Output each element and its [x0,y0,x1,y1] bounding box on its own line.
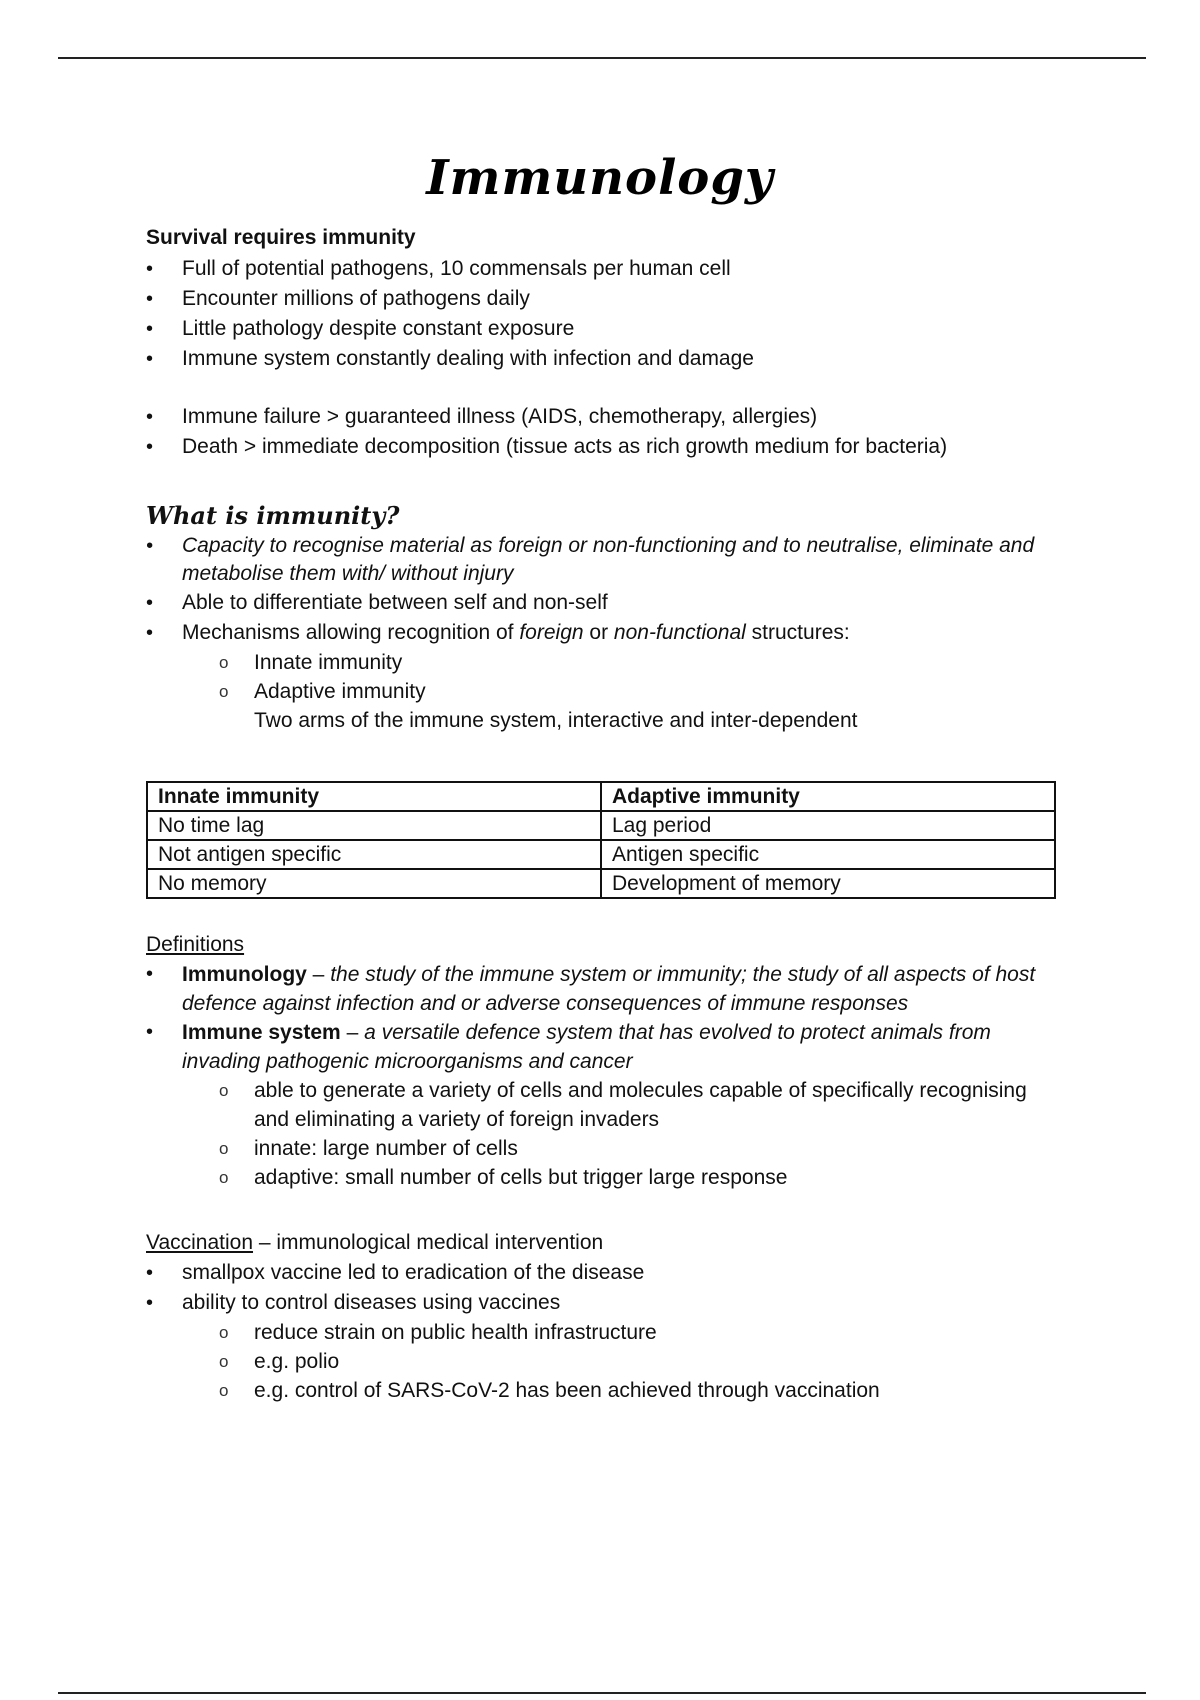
vaccination-heading-rest: – immunological medical intervention [253,1231,604,1254]
table-cell: Development of memory [601,869,1055,898]
vaccination-heading-text: Vaccination [146,1231,254,1254]
list-item [146,1018,1066,1076]
list-item: • Full of potential pathogens, 10 commensals per human cell [146,254,1066,284]
emphasis-non-functional: non-functional [613,621,746,644]
definition-term: Immune system [182,1021,341,1044]
section-survival [146,222,1066,462]
section-definitions [146,930,1066,1192]
table-row [147,869,1055,898]
immunity-sub-list [146,648,1066,706]
list-item [146,960,1066,1018]
text-run: – [306,963,331,986]
list-item: o e.g. polio [146,1347,1066,1376]
table-cell: No memory [147,869,601,898]
list-item: o e.g. control of SARS-CoV-2 has been achieved through vaccination [146,1376,1066,1405]
bottom-rule [58,1692,1146,1694]
definitions-heading-text: Definitions [146,933,245,956]
list-item: • Immune failure > guaranteed illness (AIDS, chemotherapy, allergies) [146,402,1066,432]
table-header-cell: Innate immunity [147,782,601,811]
list-item: o innate: large number of cells [146,1134,1066,1163]
list-item: • Able to differentiate between self and non-self [146,588,1066,618]
list-item: • Capacity to recognise material as foreign or non-functioning and to neutralise, eliminate and metabolise them with/ without injury [146,532,1066,588]
top-rule [58,57,1146,59]
table-cell: Lag period [601,811,1055,840]
page-title: Immunology [426,150,774,206]
arms-note: Two arms of the immune system, interactive and inter-dependent [254,709,858,732]
list-item [146,618,1066,648]
list-item: o able to generate a variety of cells and molecules capable of specifically recognising and eliminating a variety of foreign invaders [146,1076,1066,1134]
list-item: • Encounter millions of pathogens daily [146,284,1066,314]
table-header-cell: Adaptive immunity [601,782,1055,811]
text-run: structures: [745,621,850,644]
list-item: o adaptive: small number of cells but trigger large response [146,1163,1066,1192]
list-item: • Little pathology despite constant exposure [146,314,1066,344]
definitions-heading [146,930,1066,960]
table-header-row [147,782,1055,811]
section-vaccination [146,1228,1066,1405]
comparison-table [146,781,1056,899]
table-row [147,811,1055,840]
section-what-is-immunity [146,500,1066,735]
definitions-list [146,960,1066,1076]
list-item: • ability to control diseases using vaccines [146,1288,1066,1318]
text-run: Mechanisms allowing recognition of [182,621,520,644]
comparison-table-wrap [146,781,1066,899]
definitions-sub-list [146,1076,1066,1192]
table-cell: No time lag [147,811,601,840]
list-item: • Immune system constantly dealing with infection and damage [146,344,1066,374]
immunity-list [146,532,1066,648]
vaccination-heading [146,1228,1066,1258]
list-item: o Innate immunity [146,648,1066,677]
list-item: • Death > immediate decomposition (tissue acts as rich growth medium for bacteria) [146,432,1066,462]
table-cell: Antigen specific [601,840,1055,869]
definition-text: a versatile defence system that has evolved to protect animals from invading pathogenic microorganisms and cancer [182,1021,991,1073]
list-item: • smallpox vaccine led to eradication of the disease [146,1258,1066,1288]
definition-term: Immunology [182,963,307,986]
vaccination-list [146,1258,1066,1318]
text-run: – [340,1021,365,1044]
table-cell: Not antigen specific [147,840,601,869]
emphasis-foreign: foreign [519,621,584,644]
list-item: o Adaptive immunity [146,677,1066,706]
survival-heading: Survival requires immunity [146,226,416,249]
list-item: o reduce strain on public health infrastructure [146,1318,1066,1347]
survival-list-a [146,254,1066,374]
survival-list-b [146,402,1066,462]
vaccination-sub-list [146,1318,1066,1405]
table-row [147,840,1055,869]
definition-text: the study of the immune system or immunity; the study of all aspects of host defence against infection and or adverse consequences of immune responses [182,963,1036,1015]
text-run: or [583,621,614,644]
immunity-heading: What is immunity? [146,501,400,530]
